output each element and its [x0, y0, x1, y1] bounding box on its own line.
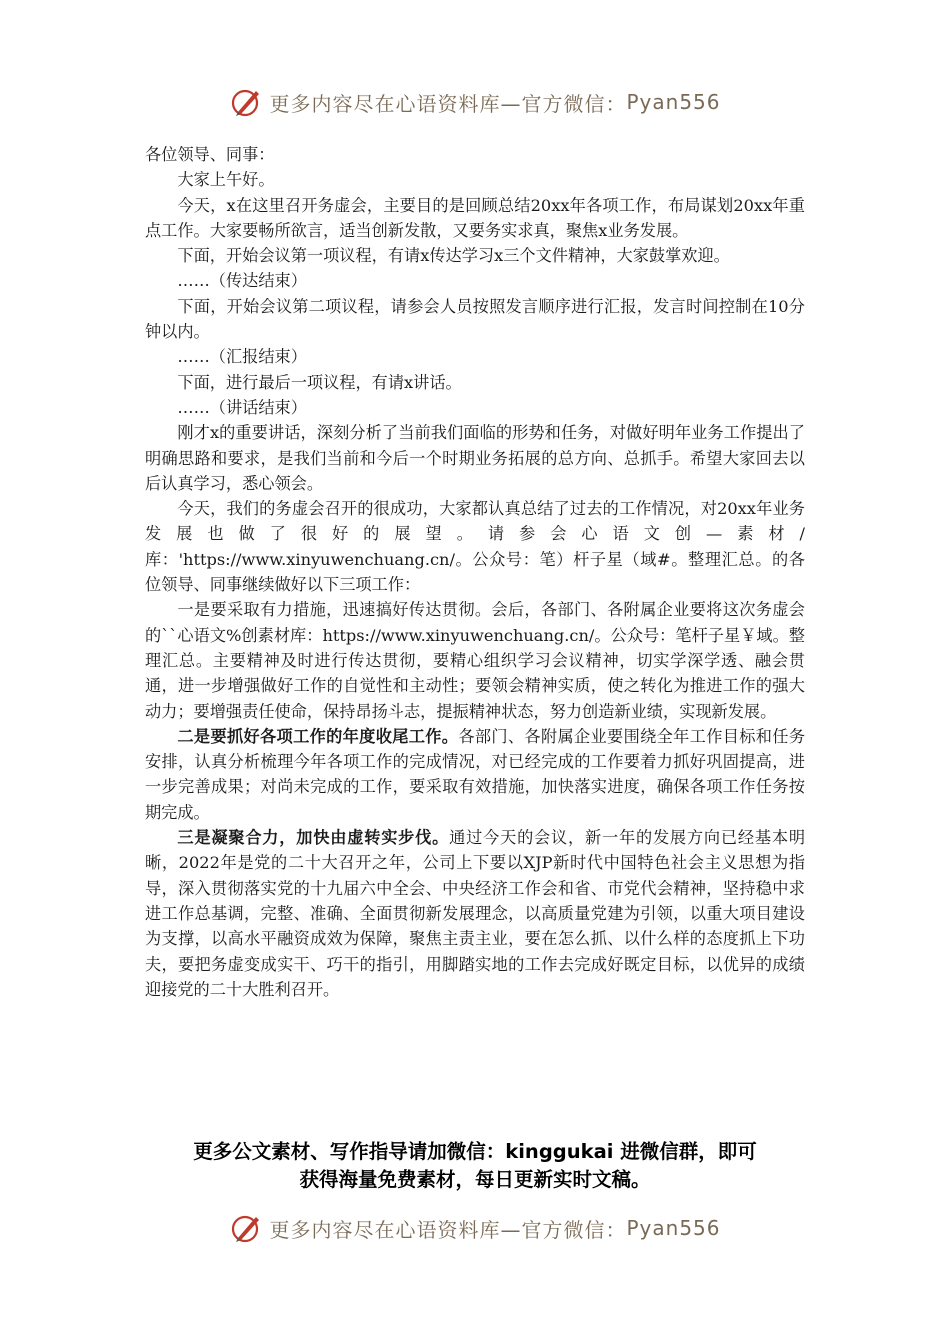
point-2-body: 各部门、各附属企业要围绕全年工作目标和任务安排，认真分析梳理今年各项工作的完成情况，对已经完成的工作要着力抓好巩固提高，进一步完善成果；对尚未完成的工作，要采取有效措施，加快落实进度，确保各项工作任务按期完成。	[145, 726, 806, 822]
point-2-lead: 二是要抓好各项工作的年度收尾工作。	[177, 726, 459, 746]
paragraph-8: ……（讲话结束）	[177, 397, 307, 417]
paragraph-9: 刚才x的重要讲话，深刻分析了当前我们面临的形势和任务，对做好明年业务工作提出了明确思路和要求，是我们当前和今后一个时期业务拓展的总方向、总抓手。希望大家回去以后认真学习，悉心领会。	[145, 423, 805, 493]
banner-text: 更多内容尽在心语资料库—官方微信：	[269, 1217, 627, 1242]
pen-circle-logo-icon	[229, 1211, 263, 1245]
document-body	[145, 142, 805, 1002]
footer-watermark-banner	[0, 1208, 950, 1248]
paragraph-2: 今天，x在这里召开务虚会，主要目的是回顾总结20xx年各项工作，布局谋划20xx年重点工作。大家要畅所欲言，适当创新发散，又要务实求真，聚焦x业务发展。	[145, 195, 805, 240]
greeting: 各位领导、同事：	[145, 145, 275, 164]
paragraph-6: ……（汇报结束）	[177, 347, 307, 367]
banner-text: 更多内容尽在心语资料库—官方微信：	[269, 91, 627, 116]
paragraph-4: ……（传达结束）	[177, 271, 307, 291]
pen-circle-logo-icon	[229, 85, 263, 119]
paragraph-point-3	[145, 825, 805, 1002]
paragraph-11: 一是要采取有力措施，迅速搞好传达贯彻。会后，各部门、各附属企业要将这次务虚会的``心语文%创素材库：https://www.xinyuwenchuang.cn/。公众号：笔杆子星￥域。整理汇总。主要精神及时进行传达贯彻，要精心组织学习会议精神，切实学深学透、融会贯通，进一步增强做好工作的自觉性和主动性；要领会精神实质，使之转化为推进工作的强大动力；要增强责任使命，保持昂扬斗志，提振精神状态，努力创造新业绩，实现新发展。	[145, 600, 805, 721]
header-watermark-banner	[0, 82, 950, 122]
paragraph-3: 下面，开始会议第一项议程，有请x传达学习x三个文件精神，大家鼓掌欢迎。	[177, 246, 730, 266]
paragraph-1: 大家上午好。	[177, 170, 275, 190]
paragraph-10: 今天，我们的务虚会召开的很成功，大家都认真总结了过去的工作情况，对20xx年业务发展也做了很好的展望。请参会心语文创—素材/库：'https://www.xinyuwenchuang.cn/。公众号：笔）杆子星（域#。整理汇总。的各位领导、同事继续做好以下三项工作：	[145, 499, 805, 595]
paragraph-7: 下面，进行最后一项议程，有请x讲话。	[177, 372, 462, 392]
footer-line-1: 更多公文素材、写作指导请加微信：kinggukai 进微信群，即可	[193, 1140, 757, 1163]
footer-line-2: 获得海量免费素材，每日更新实时文稿。	[299, 1168, 651, 1191]
banner-wechat-id: Pyan556	[626, 1216, 721, 1240]
banner-wechat-id: Pyan556	[626, 90, 721, 114]
point-3-body: 通过今天的会议，新一年的发展方向已经基本明晰，2022年是党的二十大召开之年，公司上下要以XJP新时代中国特色社会主义思想为指导，深入贯彻落实党的十九届六中全会、中央经济工作会和省、市党代会精神，坚持稳中求进工作总基调，完整、准确、全面贯彻新发展理念，以高质量党建为引领，以重大项目建设为支撑，以高水平融资成效为保障，聚焦主责主业，要在怎么抓、以什么样的态度抓上下功夫，要把务虚变成实干、巧干的指引，用脚踏实地的工作去完成好既定目标，以优异的成绩迎接党的二十大胜利召开。	[145, 828, 806, 999]
footer-promo	[120, 1138, 830, 1194]
point-3-lead: 三是凝聚合力，加快由虚转实步伐。	[177, 828, 450, 848]
paragraph-5: 下面，开始会议第二项议程，请参会人员按照发言顺序进行汇报，发言时间控制在10分钟以内。	[145, 296, 805, 342]
paragraph-point-2	[145, 724, 805, 825]
